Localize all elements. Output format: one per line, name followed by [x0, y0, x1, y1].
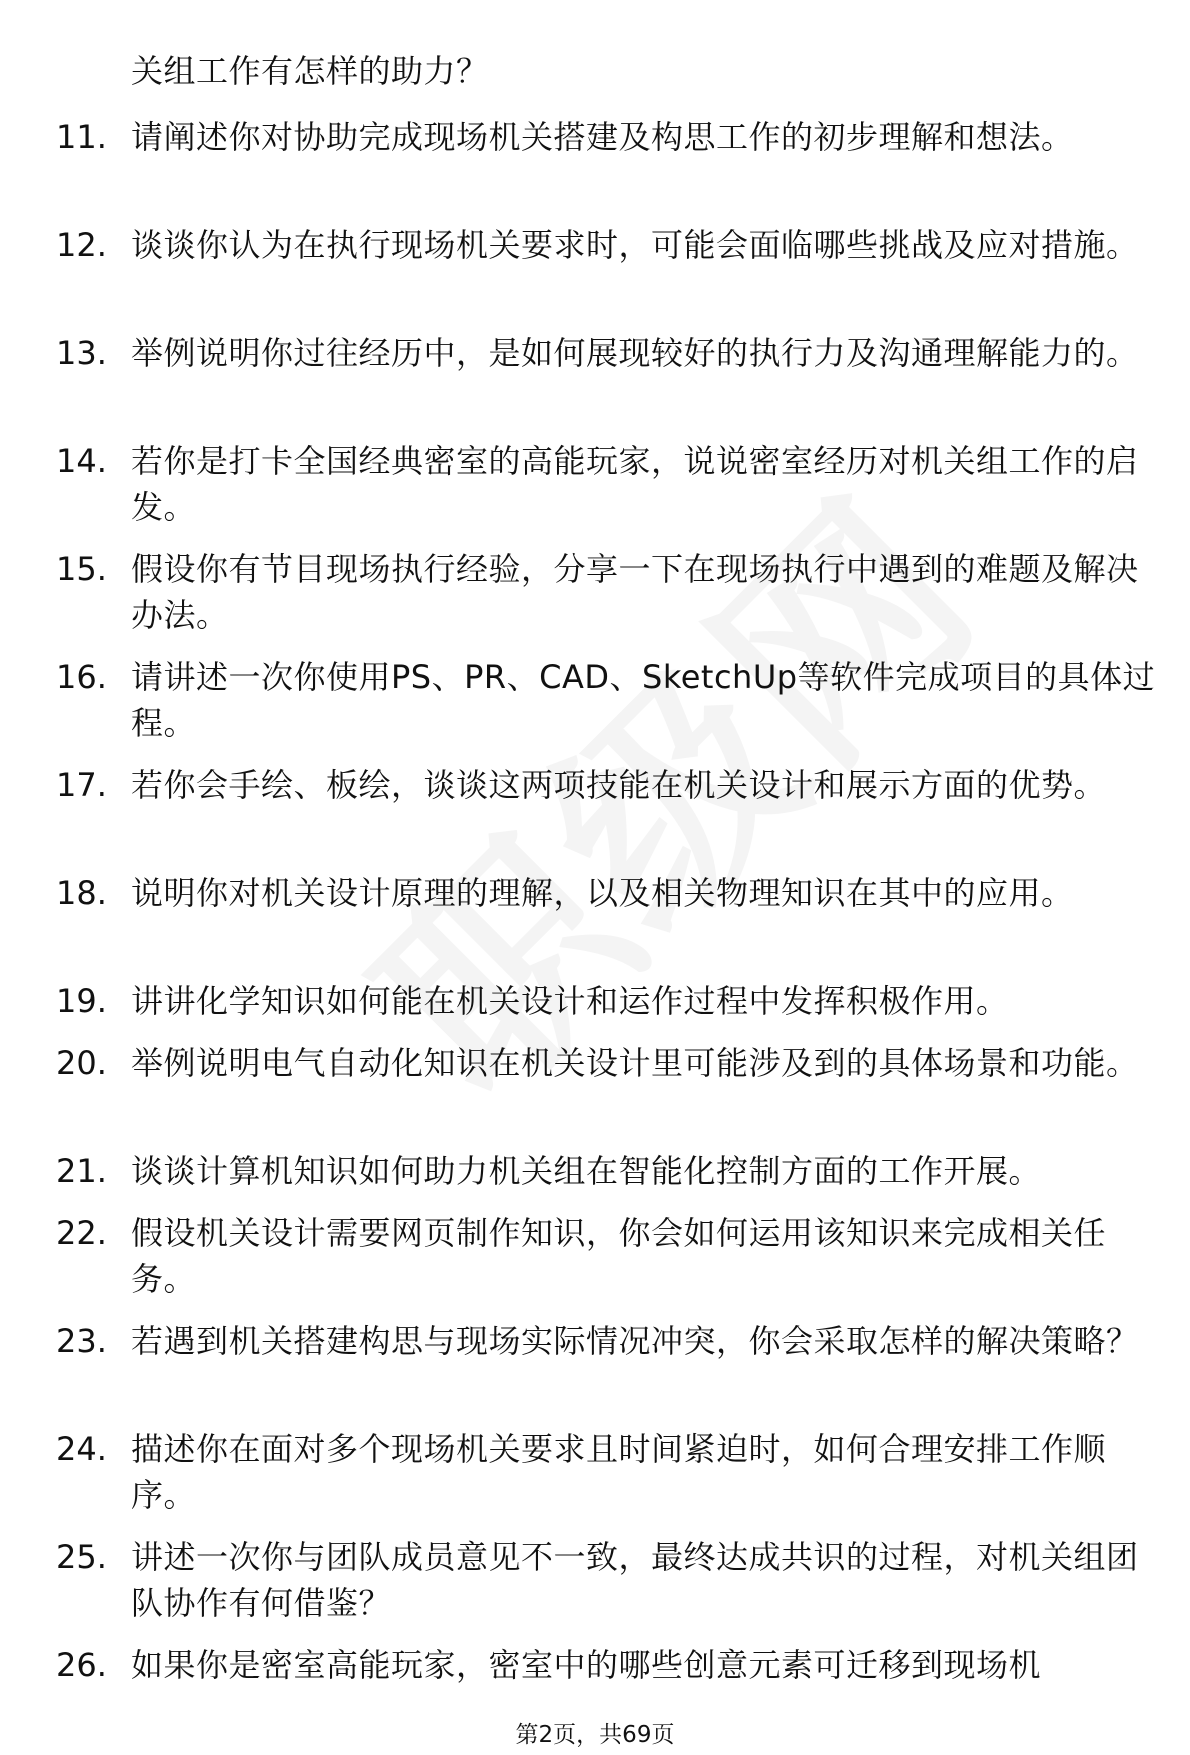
- question-number: 26.: [56, 1646, 107, 1684]
- question-item: [0, 222, 1190, 330]
- question-number: 22.: [56, 1214, 107, 1252]
- question-text: 假设你有节目现场执行经验，分享一下在现场执行中遇到的难题及解决办法。: [131, 550, 1139, 634]
- question-item: [0, 438, 1190, 546]
- question-item: [0, 1040, 1190, 1148]
- question-number: 14.: [56, 442, 107, 480]
- question-text: 说明你对机关设计原理的理解，以及相关物理知识在其中的应用。: [131, 874, 1074, 912]
- question-text: 请阐述你对协助完成现场机关搭建及构思工作的初步理解和想法。: [131, 118, 1074, 156]
- question-number: 16.: [56, 658, 107, 696]
- question-text: 讲讲化学知识如何能在机关设计和运作过程中发挥积极作用。: [131, 982, 1009, 1020]
- question-text: 谈谈你认为在执行现场机关要求时，可能会面临哪些挑战及应对措施。: [131, 226, 1139, 264]
- question-text: 若遇到机关搭建构思与现场实际情况冲突，你会采取怎样的解决策略？: [131, 1322, 1139, 1360]
- question-text: 讲述一次你与团队成员意见不一致，最终达成共识的过程，对机关组团队协作有何借鉴？: [131, 1538, 1139, 1622]
- question-item: [0, 1318, 1190, 1426]
- question-list: [0, 114, 1190, 1704]
- question-number: 19.: [56, 982, 107, 1020]
- question-number: 17.: [56, 766, 107, 804]
- question-item: [0, 330, 1190, 438]
- question-number: 23.: [56, 1322, 107, 1360]
- question-number: 18.: [56, 874, 107, 912]
- question-text: 假设机关设计需要网页制作知识，你会如何运用该知识来完成相关任务。: [131, 1214, 1107, 1298]
- question-item: [0, 654, 1190, 762]
- question-item: [0, 870, 1190, 978]
- question-item: [0, 1426, 1190, 1534]
- question-number: 20.: [56, 1044, 107, 1082]
- question-number: 15.: [56, 550, 107, 588]
- question-text: 若你是打卡全国经典密室的高能玩家，说说密室经历对机关组工作的启发。: [131, 442, 1139, 526]
- question-item: [0, 1210, 1190, 1318]
- question-item: [0, 114, 1190, 222]
- page-footer: 第2页，共69页: [515, 1722, 675, 1748]
- continued-question-text: 关组工作有怎样的助力？: [131, 52, 489, 90]
- question-text: 如果你是密室高能玩家，密室中的哪些创意元素可迁移到现场机: [131, 1646, 1042, 1684]
- question-number: 13.: [56, 334, 107, 372]
- question-text: 举例说明电气自动化知识在机关设计里可能涉及到的具体场景和功能。: [131, 1044, 1139, 1082]
- question-text: 若你会手绘、板绘，谈谈这两项技能在机关设计和展示方面的优势。: [131, 766, 1107, 804]
- question-item: [0, 1148, 1190, 1210]
- question-number: 24.: [56, 1430, 107, 1468]
- question-number: 21.: [56, 1152, 107, 1190]
- question-text: 请讲述一次你使用PS、PR、CAD、SketchUp等软件完成项目的具体过程。: [131, 658, 1156, 742]
- question-item: [0, 762, 1190, 870]
- question-number: 11.: [56, 118, 107, 156]
- question-text: 举例说明你过往经历中，是如何展现较好的执行力及沟通理解能力的。: [131, 334, 1139, 372]
- question-item: [0, 546, 1190, 654]
- question-number: 12.: [56, 226, 107, 264]
- question-text: 描述你在面对多个现场机关要求且时间紧迫时，如何合理安排工作顺序。: [131, 1430, 1107, 1514]
- question-item: [0, 978, 1190, 1040]
- question-item: [0, 1534, 1190, 1642]
- question-item: [0, 1642, 1190, 1704]
- question-number: 25.: [56, 1538, 107, 1576]
- question-text: 谈谈计算机知识如何助力机关组在智能化控制方面的工作开展。: [131, 1152, 1042, 1190]
